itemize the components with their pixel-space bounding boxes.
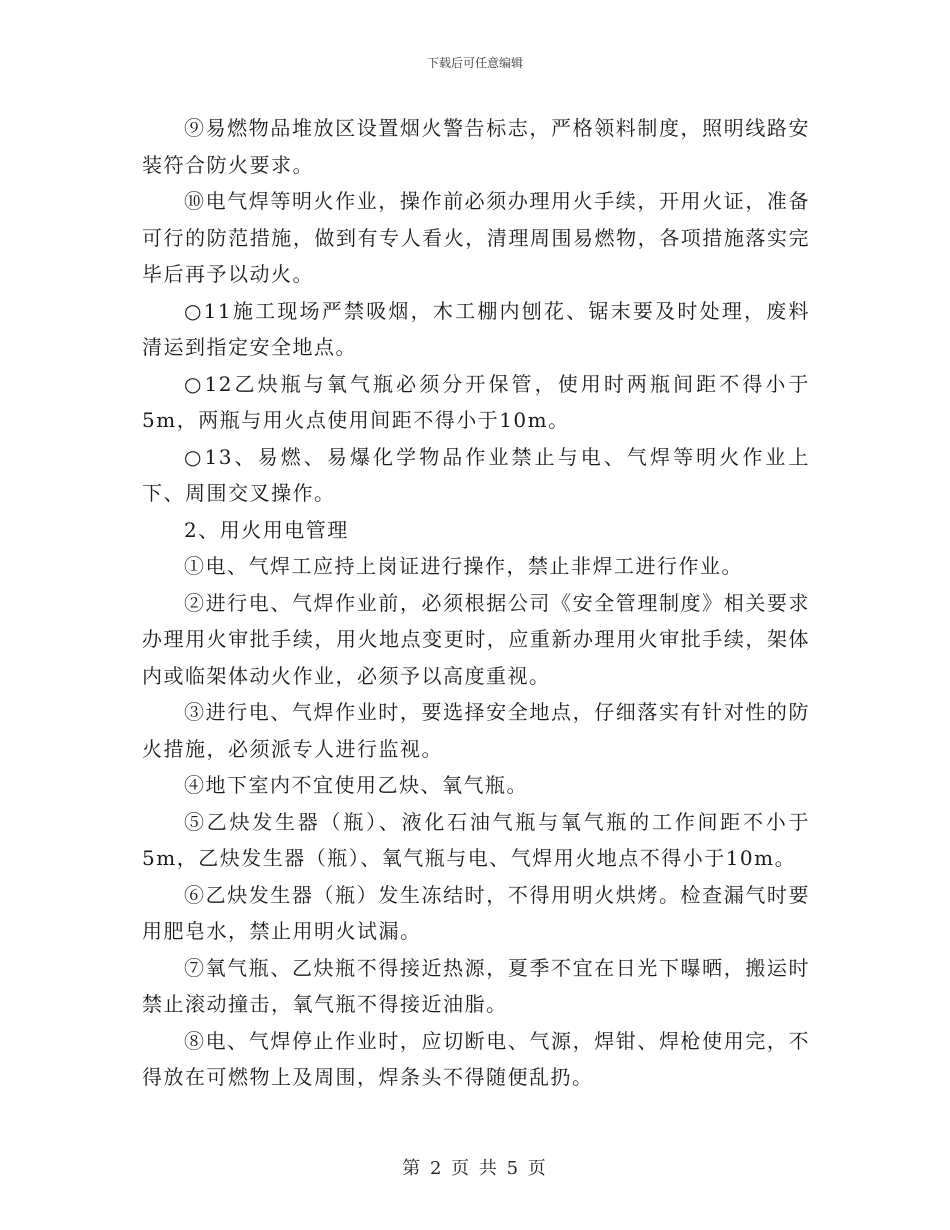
total-pages-number: 5 (506, 1158, 521, 1179)
document-body (142, 110, 810, 1096)
paragraph-13: ○13、易燃、易爆化学物品作业禁止与电、气焊等明火作业上下、周围交叉操作。 (142, 444, 810, 505)
page-footer (0, 1154, 950, 1180)
footer-prefix: 第 (402, 1158, 423, 1179)
paragraph-9: ⑨易燃物品堆放区设置烟火警告标志，严格领料制度，照明线路安装符合防火要求。 (142, 116, 810, 177)
paragraph-1: ①电、气焊工应持上岗证进行操作，禁止非焊工进行作业。 (184, 554, 743, 578)
footer-middle: 页 共 (451, 1158, 499, 1179)
paragraph-3: ③进行电、气焊作业时，要选择安全地点，仔细落实有针对性的防火措施，必须派专人进行监视。 (142, 700, 810, 761)
paragraph-7: ⑦氧气瓶、乙炔瓶不得接近热源，夏季不宜在日光下曝晒，搬运时禁止滚动撞击，氧气瓶不得接近油脂。 (142, 955, 810, 1016)
paragraph-12: ○12乙炔瓶与氧气瓶必须分开保管，使用时两瓶间距不得小于5m，两瓶与用火点使用间距不得小于10m。 (142, 371, 810, 432)
paragraph-6: ⑥乙炔发生器（瓶）发生冻结时，不得用明火烘烤。检查漏气时要用肥皂水，禁止用明火试漏。 (142, 882, 810, 943)
paragraph-8: ⑧电、气焊停止作业时，应切断电、气源，焊钳、焊枪使用完，不得放在可燃物上及周围，焊条头不得随便乱扔。 (142, 1028, 810, 1089)
paragraph-5: ⑤乙炔发生器（瓶）、液化石油气瓶与氧气瓶的工作间距不小于5m，乙炔发生器（瓶）、氧气瓶与电、气焊用火地点不得小于10m。 (142, 809, 810, 870)
paragraph-4: ④地下室内不宜使用乙炔、氧气瓶。 (184, 773, 528, 797)
footer-suffix: 页 (527, 1158, 548, 1179)
paragraph-11: ○11施工现场严禁吸烟，木工棚内刨花、锯末要及时处理，废料清运到指定安全地点。 (142, 298, 810, 359)
current-page-number: 2 (429, 1158, 444, 1179)
section-heading-fire-electric-management: 2、用火用电管理 (184, 517, 349, 542)
page-header: 下载后可任意编辑 (426, 56, 523, 70)
paragraph-10: ⑩电气焊等明火作业，操作前必须办理用火手续，开用火证，准备可行的防范措施，做到有专人看火，清理周围易燃物，各项措施落实完毕后再予以动火。 (142, 189, 810, 286)
paragraph-2: ②进行电、气焊作业前，必须根据公司《安全管理制度》相关要求办理用火审批手续，用火地点变更时，应重新办理用火审批手续，架体内或临架体动火作业，必须予以高度重视。 (142, 590, 810, 688)
